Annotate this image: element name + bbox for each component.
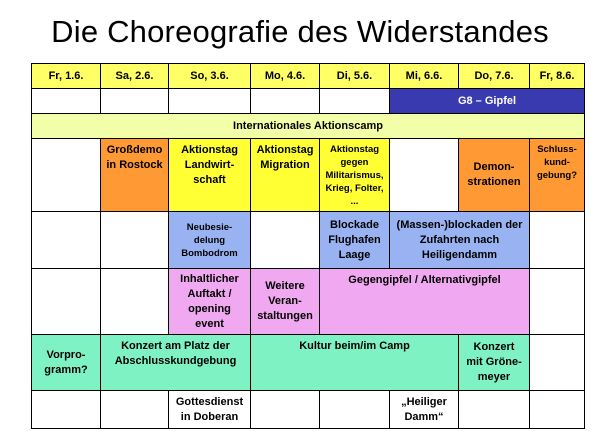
- grossdemo-cell: Großdemo in Rostock: [101, 139, 169, 212]
- empty-cell: [32, 269, 101, 335]
- blockaden-cell: (Massen-)blockaden der Zufahrten nach Heiligendamm: [390, 212, 530, 269]
- gegengipfel-cell: Gegengipfel / Alternativgipfel: [320, 269, 530, 335]
- day-header: So, 3.6.: [169, 64, 251, 89]
- militarismus-cell: Aktionstag gegen Militarismus, Krieg, Folter, ...: [320, 139, 390, 212]
- page-title: Die Choreografie des Widerstandes: [51, 14, 549, 49]
- empty-cell: [320, 89, 390, 114]
- schedule-table: [31, 63, 585, 429]
- empty-cell: [320, 391, 390, 429]
- table-row: [32, 269, 585, 335]
- empty-cell: [32, 139, 101, 212]
- auftakt-cell: Inhaltlicher Auftakt / opening event: [169, 269, 251, 335]
- empty-cell: [530, 212, 585, 269]
- empty-cell: [251, 89, 320, 114]
- empty-cell: [32, 89, 101, 114]
- bombodrom-cell: Neubesie- delung Bombodrom: [169, 212, 251, 269]
- konzert-abschluss-cell: Konzert am Platz der Abschlusskundgebung: [101, 335, 251, 391]
- vorprogramm-cell: Vorpro- gramm?: [32, 335, 101, 391]
- day-header: Fr, 8.6.: [530, 64, 585, 89]
- header-row: [32, 64, 585, 89]
- empty-cell: [101, 391, 169, 429]
- heiliger-damm-cell: „Heiliger Damm“: [390, 391, 459, 429]
- landwirtschaft-cell: Aktionstag Landwirt- schaft: [169, 139, 251, 212]
- day-header: Sa, 2.6.: [101, 64, 169, 89]
- table-row: [32, 89, 585, 114]
- laage-cell: Blockade Flughafen Laage: [320, 212, 390, 269]
- day-header: Mi, 6.6.: [390, 64, 459, 89]
- camp-cell: Internationales Aktionscamp: [32, 114, 585, 139]
- gottesdienst-cell: Gottesdienst in Doberan: [169, 391, 251, 429]
- empty-cell: [101, 269, 169, 335]
- kultur-cell: Kultur beim/im Camp: [251, 335, 459, 391]
- table-row: [32, 335, 585, 391]
- empty-cell: [32, 391, 101, 429]
- schlusskundgebung-cell: Schluss- kund- gebung?: [530, 139, 585, 212]
- empty-cell: [530, 269, 585, 335]
- empty-cell: [32, 212, 101, 269]
- empty-cell: [459, 391, 530, 429]
- empty-cell: [169, 89, 251, 114]
- demonstrationen-cell: Demon- strationen: [459, 139, 530, 212]
- table-row: [32, 114, 585, 139]
- table-row: [32, 139, 585, 212]
- day-header: Mo, 4.6.: [251, 64, 320, 89]
- day-header: Di, 5.6.: [320, 64, 390, 89]
- table-row: [32, 212, 585, 269]
- empty-cell: [390, 139, 459, 212]
- empty-cell: [530, 335, 585, 391]
- day-header: Do, 7.6.: [459, 64, 530, 89]
- groenemeyer-cell: Konzert mit Gröne- meyer: [459, 335, 530, 391]
- weitere-cell: Weitere Veran- staltungen: [251, 269, 320, 335]
- table-row: [32, 391, 585, 429]
- day-header: Fr, 1.6.: [32, 64, 101, 89]
- empty-cell: [251, 391, 320, 429]
- empty-cell: [530, 391, 585, 429]
- migration-cell: Aktionstag Migration: [251, 139, 320, 212]
- g8-summit-cell: G8 – Gipfel: [390, 89, 585, 114]
- empty-cell: [101, 212, 169, 269]
- empty-cell: [101, 89, 169, 114]
- empty-cell: [251, 212, 320, 269]
